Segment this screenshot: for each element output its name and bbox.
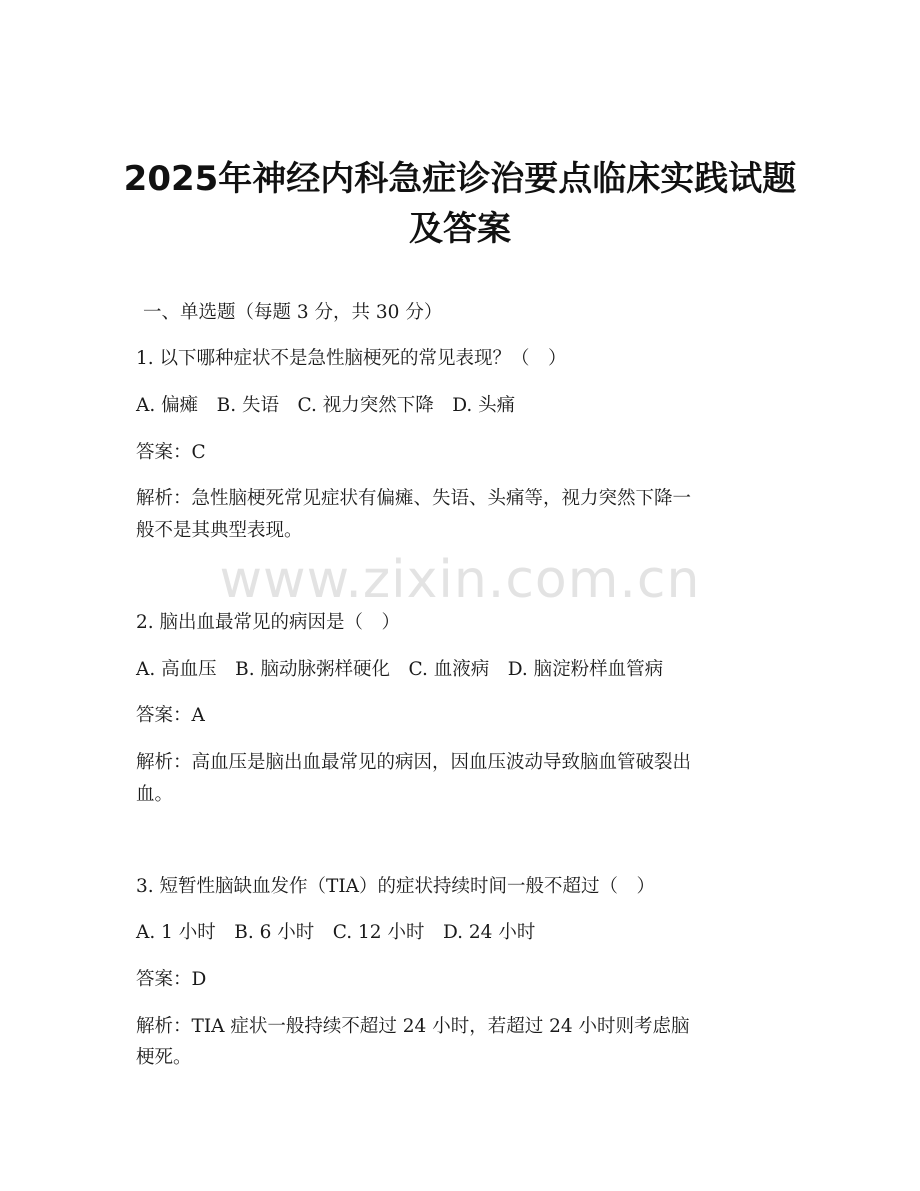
document-title-line-1: 2025年神经内科急症诊治要点临床实践试题 bbox=[123, 159, 797, 199]
question-1-stem: 1. 以下哪种症状不是急性脑梗死的常见表现？（ ） bbox=[136, 348, 567, 369]
question-2-answer: 答案：A bbox=[136, 705, 205, 726]
question-3-options: A. 1 小时 B. 6 小时 C. 12 小时 D. 24 小时 bbox=[136, 922, 536, 943]
document-title-line-2: 及答案 bbox=[409, 209, 511, 249]
section-heading: 一、单选题（每题 3 分，共 30 分） bbox=[143, 302, 443, 323]
question-2-analysis-line-2: 血。 bbox=[136, 784, 174, 805]
question-3-analysis-line-2: 梗死。 bbox=[136, 1047, 192, 1068]
question-1-options: A. 偏瘫 B. 失语 C. 视力突然下降 D. 头痛 bbox=[136, 395, 516, 416]
watermark: www.zixin.com.cn bbox=[219, 550, 701, 610]
question-2-stem: 2. 脑出血最常见的病因是（ ） bbox=[136, 612, 401, 633]
question-2-analysis-line-1: 解析：高血压是脑出血最常见的病因，因血压波动导致脑血管破裂出 bbox=[136, 752, 692, 773]
question-1-analysis-line-2: 般不是其典型表现。 bbox=[136, 520, 303, 541]
question-3-stem: 3. 短暂性脑缺血发作（TIA）的症状持续时间一般不超过（ ） bbox=[136, 876, 656, 897]
question-1-analysis-line-1: 解析：急性脑梗死常见症状有偏瘫、失语、头痛等，视力突然下降一 bbox=[136, 488, 692, 509]
question-3-analysis-line-1: 解析：TIA 症状一般持续不超过 24 小时，若超过 24 小时则考虑脑 bbox=[136, 1016, 690, 1037]
question-2-options: A. 高血压 B. 脑动脉粥样硬化 C. 血液病 D. 脑淀粉样血管病 bbox=[136, 659, 664, 680]
question-3-answer: 答案：D bbox=[136, 969, 207, 990]
question-1-answer: 答案：C bbox=[136, 442, 206, 463]
